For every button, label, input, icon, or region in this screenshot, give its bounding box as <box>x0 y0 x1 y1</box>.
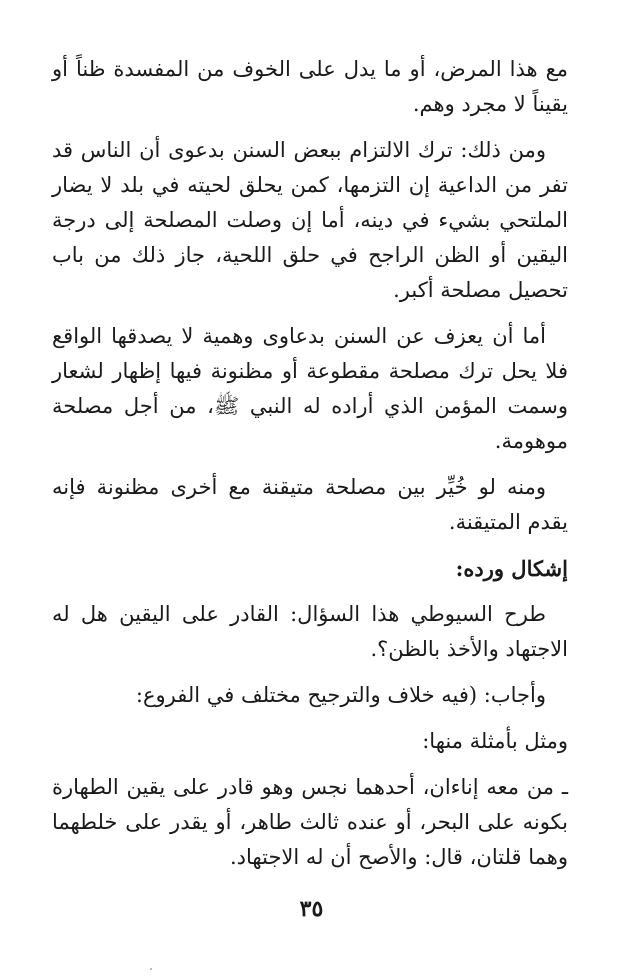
paragraph-1: مع هذا المرض، أو ما يدل على الخوف من المفسدة ظناً أو يقيناً لا مجرد وهم. <box>52 57 568 116</box>
page-number: ٣٥ <box>299 896 324 922</box>
paragraph-4: ومنه لو خُيِّر بين مصلحة متيقنة مع أخرى مظنونة فإنه يقدم المتيقنة. <box>52 475 568 534</box>
book-page <box>52 52 568 875</box>
paragraph-3: أما أن يعزف عن السنن بدعاوى وهمية لا يصدقها الواقع فلا يحل ترك مصلحة مقطوعة أو مظنونة فيها إظهار لشعار وسمت المؤمن الذي أراده له النبي ﷺ، من أجل مصلحة موهومة. <box>52 324 568 453</box>
scan-speck <box>150 968 152 970</box>
paragraph-5: طرح السيوطي هذا السؤال: القادر على اليقين هل له الاجتهاد والأخذ بالظن؟. <box>52 602 568 661</box>
paragraph-7: ومثل بأمثلة منها: <box>422 729 568 753</box>
section-heading: إشكال ورده: <box>455 556 568 581</box>
paragraph-6: وأجاب: (فيه خلاف والترجيح مختلف في الفروع: <box>135 683 546 707</box>
paragraph-8: ـ من معه إناءان، أحدهما نجس وهو قادر على يقين الطهارة بكونه على البحر، أو عنده ثالث طاهر، أو يقدر على خلطهما وهما قلتان، قال: والأصح أن له الاجتهاد. <box>52 775 568 869</box>
paragraph-2: ومن ذلك: ترك الالتزام ببعض السنن بدعوى أن الناس قد تفر من الداعية إن التزمها، كمن يحلق لحيته في بلد لا يضار الملتحي بشيء في دينه، أما إن وصلت المصلحة إلى درجة اليقين أو الظن الراجح في حلق اللحية، جاز ذلك من باب تحصيل مصلحة أكبر. <box>52 138 568 302</box>
